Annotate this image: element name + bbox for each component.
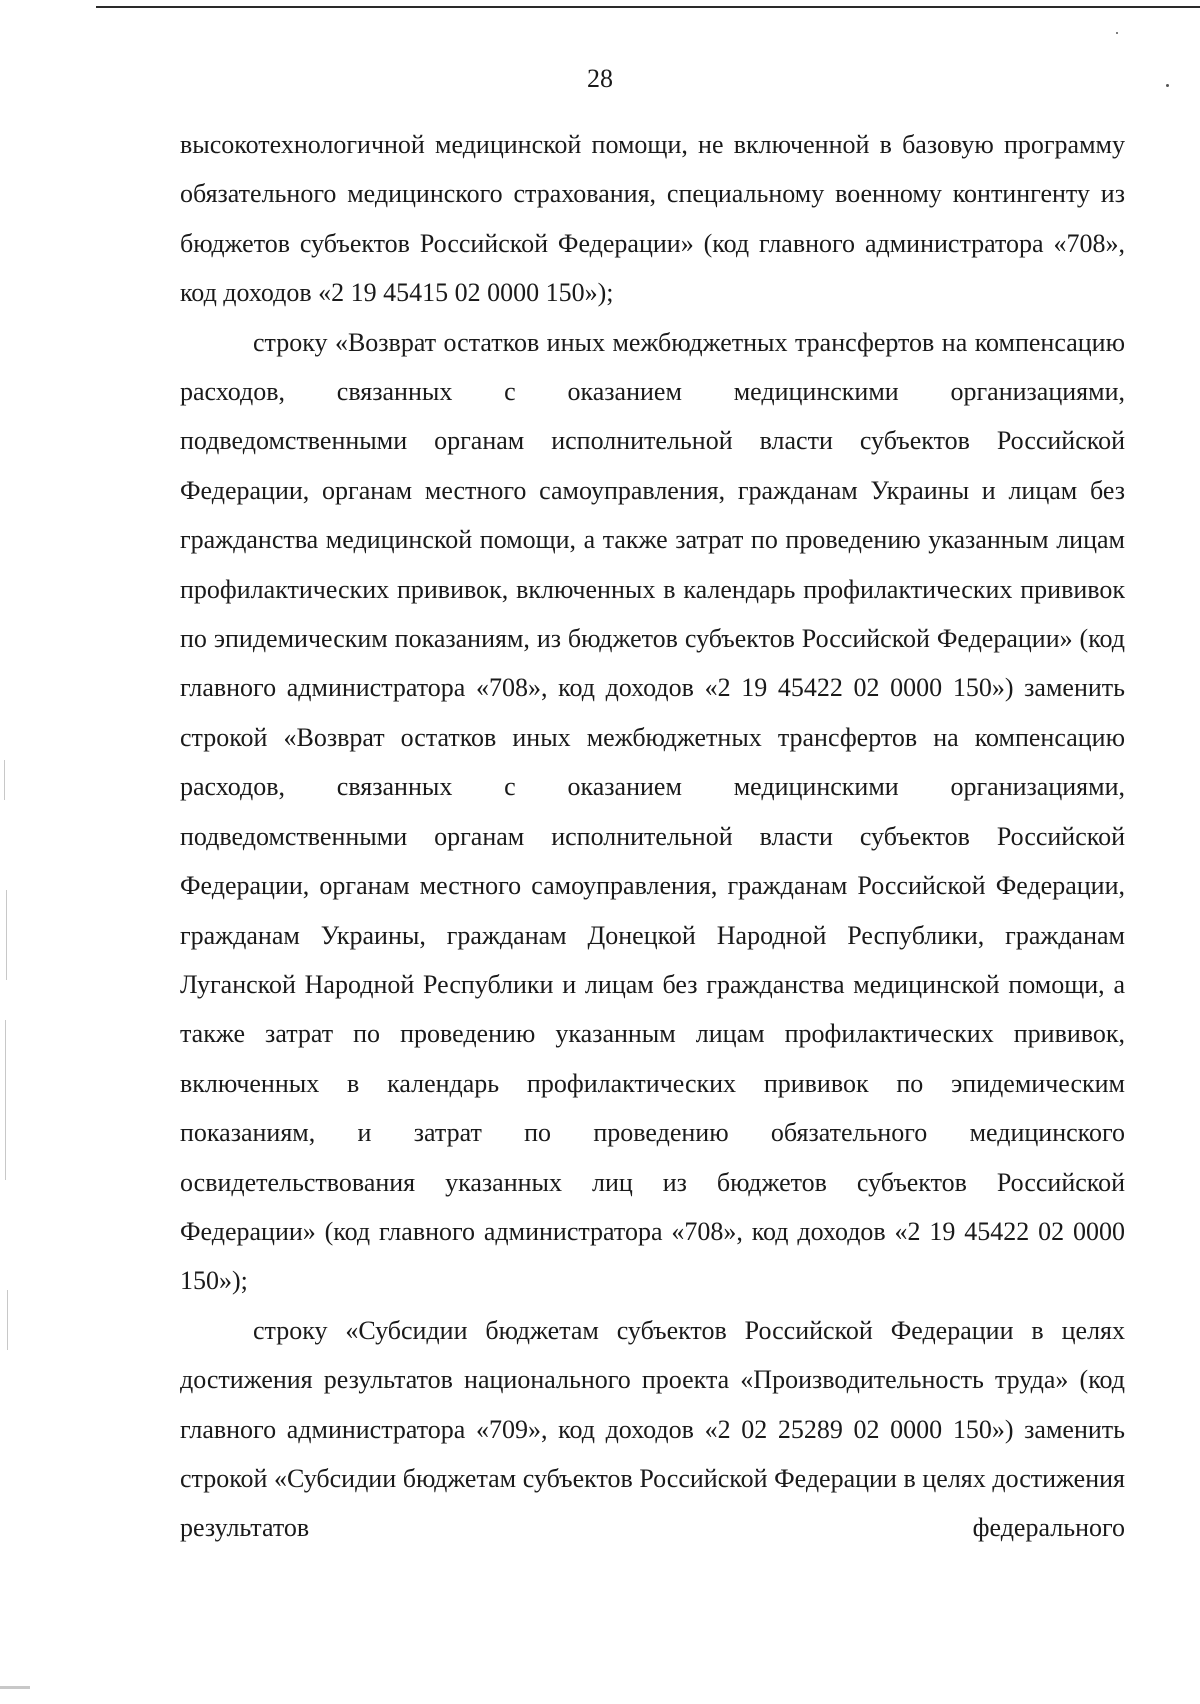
document-body <box>180 120 1125 1553</box>
paragraph-amendment-return-transfers: строку «Возврат остатков иных межбюджетных трансфертов на компенсацию расходов, связанных с оказанием медицинскими организациями, подведомственными органам исполнительной власти субъектов Российской Федерации, органам местного самоуправления, гражданам Украины и лицам без гражданства медицинской помощи, а также затрат по проведению указанным лицам профилактических прививок, включенных в календарь профилактических прививок по эпидемическим показаниям, из бюджетов субъектов Российской Федерации» (код главного администратора «708», код доходов «2 19 45422 02 0000 150») заменить строкой «Возврат остатков иных межбюджетных трансфертов на компенсацию расходов, связанных с оказанием медицинскими организациями, подведомственными органам исполнительной власти субъектов Российской Федерации, органам местного самоуправления, гражданам Российской Федерации, гражданам Украины, гражданам Донецкой Народной Республики, гражданам Луганской Народной Республики и лицам без гражданства медицинской помощи, а также затрат по проведению указанным лицам профилактических прививок, включенных в календарь профилактических прививок по эпидемическим показаниям, и затрат по проведению обязательного медицинского освидетельствования указанных лиц из бюджетов субъектов Российской Федерации» (код главного администратора «708», код доходов «2 19 45422 02 0000 150»); <box>180 327 1125 1296</box>
paragraph-continuation: высокотехнологичной медицинской помощи, не включенной в базовую программу обязательного медицинского страхования, специальному военному контингенту из бюджетов субъектов Российской Федерации» (код главного администратора «708», код доходов «2 19 45415 02 0000 150»); <box>180 130 1125 308</box>
scan-artifact-left <box>5 1020 6 1180</box>
scan-artifact-left <box>4 760 5 800</box>
scan-artifact-bottom <box>0 1686 30 1689</box>
scan-dot <box>1166 84 1169 87</box>
page-top-border <box>96 6 1200 8</box>
scan-dot <box>1116 32 1118 34</box>
page-number: 28 <box>587 64 613 93</box>
scan-artifact-left <box>6 890 7 980</box>
scan-artifact-left <box>7 1290 8 1350</box>
paragraph-amendment-subsidies: строку «Субсидии бюджетам субъектов Российской Федерации в целях достижения результатов национального проекта «Производительность труда» (код главного администратора «709», код доходов «2 02 25289 02 0000 150») заменить строкой «Субсидии бюджетам субъектов Российской Федерации в целях достижения результатов федерального <box>180 1315 1125 1543</box>
